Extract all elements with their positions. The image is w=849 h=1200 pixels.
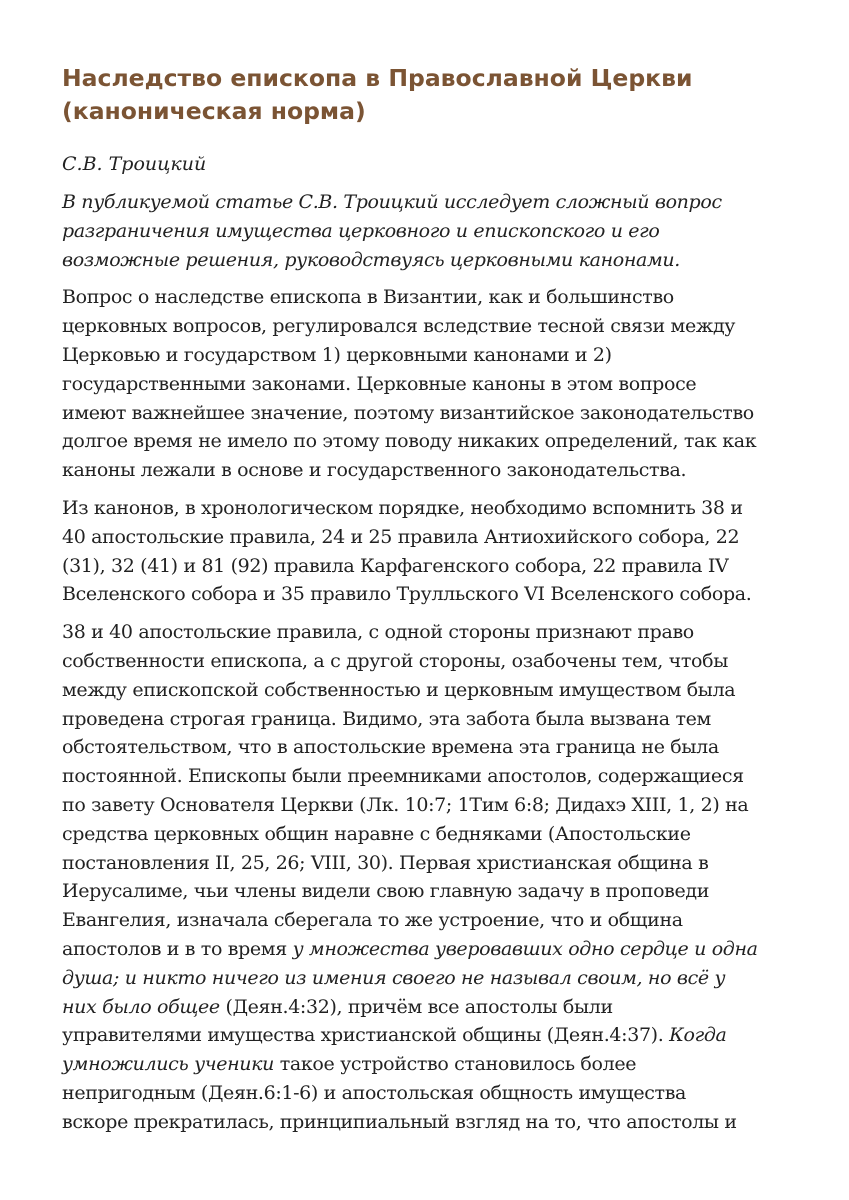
text-line xyxy=(62,849,822,878)
article-title xyxy=(62,62,822,128)
text-line xyxy=(62,1050,822,1079)
text: собственности епископа, а с другой стороны, озабочены тем, чтобы xyxy=(62,649,728,672)
text: по завету Основателя Церкви (Лк. 10:7; 1Тим 6:8; Дидахэ XIII, 1, 2) на xyxy=(62,793,749,816)
text: (Деян.4:32), причём все апостолы были xyxy=(219,995,613,1018)
text-line xyxy=(62,1021,822,1050)
text: Церковью и государством 1) церковными канонами и 2) xyxy=(62,343,612,366)
text-line xyxy=(62,935,822,964)
article xyxy=(62,62,822,1137)
paragraph xyxy=(62,283,822,485)
text: постоянной. Епископы были преемниками апостолов, содержащиеся xyxy=(62,765,744,788)
text-line xyxy=(62,312,822,341)
text: вскоре прекратилась, принципиальный взгляд на то, что апостолы и xyxy=(62,1110,737,1133)
text-line xyxy=(62,820,822,849)
text: 40 апостольские правила, 24 и 25 правила Антиохийского собора, 22 xyxy=(62,525,740,548)
text-line xyxy=(62,552,822,581)
text: (31), 32 (41) и 81 (92) правила Карфагенского собора, 22 правила IV xyxy=(62,554,729,577)
text: Евангелия, изначала сберегала то же устроение, что и община xyxy=(62,909,683,932)
italic-text: умножились ученики xyxy=(62,1053,275,1076)
text: 38 и 40 апостольские правила, с одной стороны признают право xyxy=(62,621,694,644)
text: возможные решения, руководствуясь церковными канонами. xyxy=(62,248,680,271)
text-line xyxy=(62,791,822,820)
text: Вселенского собора и 35 правило Трулльского VI Вселенского собора. xyxy=(62,583,752,606)
article-lead xyxy=(62,188,822,274)
text-line xyxy=(62,427,822,456)
text-line xyxy=(62,399,822,428)
text: Иерусалиме, чьи члены видели свою главную задачу в проповеди xyxy=(62,880,710,903)
text: церковных вопросов, регулировался вследствие тесной связи между xyxy=(62,315,736,338)
title-line: (каноническая норма) xyxy=(62,97,366,125)
italic-text: Когда xyxy=(669,1024,727,1047)
text: разграничения имущества церковного и епископского и его xyxy=(62,219,660,242)
text-line xyxy=(62,877,822,906)
text-line xyxy=(62,580,822,609)
text-line xyxy=(62,964,822,993)
text: постановления II, 25, 26; VIII, 30). Первая христианская община в xyxy=(62,851,709,874)
italic-text: них было общее xyxy=(62,995,220,1018)
italic-text: душа; и никто ничего из имения своего не называл своим, но всё у xyxy=(62,966,726,989)
text: имеют важнейшее значение, поэтому византийское законодательство xyxy=(62,401,754,424)
text: управителями имущества христианской общины (Деян.4:37). xyxy=(62,1024,670,1047)
paragraph xyxy=(62,494,822,609)
text: долгое время не имело по этому поводу никаких определений, так как xyxy=(62,430,757,453)
text-line xyxy=(62,370,822,399)
text-line xyxy=(62,523,822,552)
text-line xyxy=(62,676,822,705)
article-body xyxy=(62,188,822,1137)
text: между епископской собственностью и церковным имуществом была xyxy=(62,678,736,701)
text: проведена строгая граница. Видимо, эта забота была вызвана тем xyxy=(62,707,711,730)
text: апостолов и в то время xyxy=(62,937,293,960)
text-line xyxy=(62,705,822,734)
text-line xyxy=(62,993,822,1022)
text-line xyxy=(62,906,822,935)
text: средства церковных общин наравне с бедняками (Апостольские xyxy=(62,822,691,845)
text-line xyxy=(62,217,822,246)
text-line xyxy=(62,647,822,676)
text-line xyxy=(62,762,822,791)
text-line xyxy=(62,1108,822,1137)
text: Из канонов, в хронологическом порядке, необходимо вспомнить 38 и xyxy=(62,496,743,519)
article-author: С.В. Троицкий xyxy=(62,153,207,175)
text-line xyxy=(62,341,822,370)
text-line xyxy=(62,246,822,275)
text: такое устройство становилось более xyxy=(274,1053,637,1076)
text-line xyxy=(62,283,822,312)
text-line xyxy=(62,188,822,217)
title-line: Наследство епископа в Православной Церкви xyxy=(62,64,693,92)
text: каноны лежали в основе и государственного законодательства. xyxy=(62,459,687,482)
text: непригодным (Деян.6:1-6) и апостольская общность имущества xyxy=(62,1081,687,1104)
italic-text: у множества уверовавших одно сердце и одна xyxy=(292,937,758,960)
text-line xyxy=(62,1079,822,1108)
text: В публикуемой статье С.В. Троицкий исследует сложный вопрос xyxy=(62,191,722,213)
paragraph xyxy=(62,618,822,1136)
text: Вопрос о наследстве епископа в Византии, как и большинство xyxy=(62,286,674,309)
text-line xyxy=(62,456,822,485)
text: обстоятельством, что в апостольские времена эта граница не была xyxy=(62,736,719,759)
text-line xyxy=(62,618,822,647)
text-line xyxy=(62,733,822,762)
text: государственными законами. Церковные каноны в этом вопросе xyxy=(62,372,697,395)
text-line xyxy=(62,494,822,523)
